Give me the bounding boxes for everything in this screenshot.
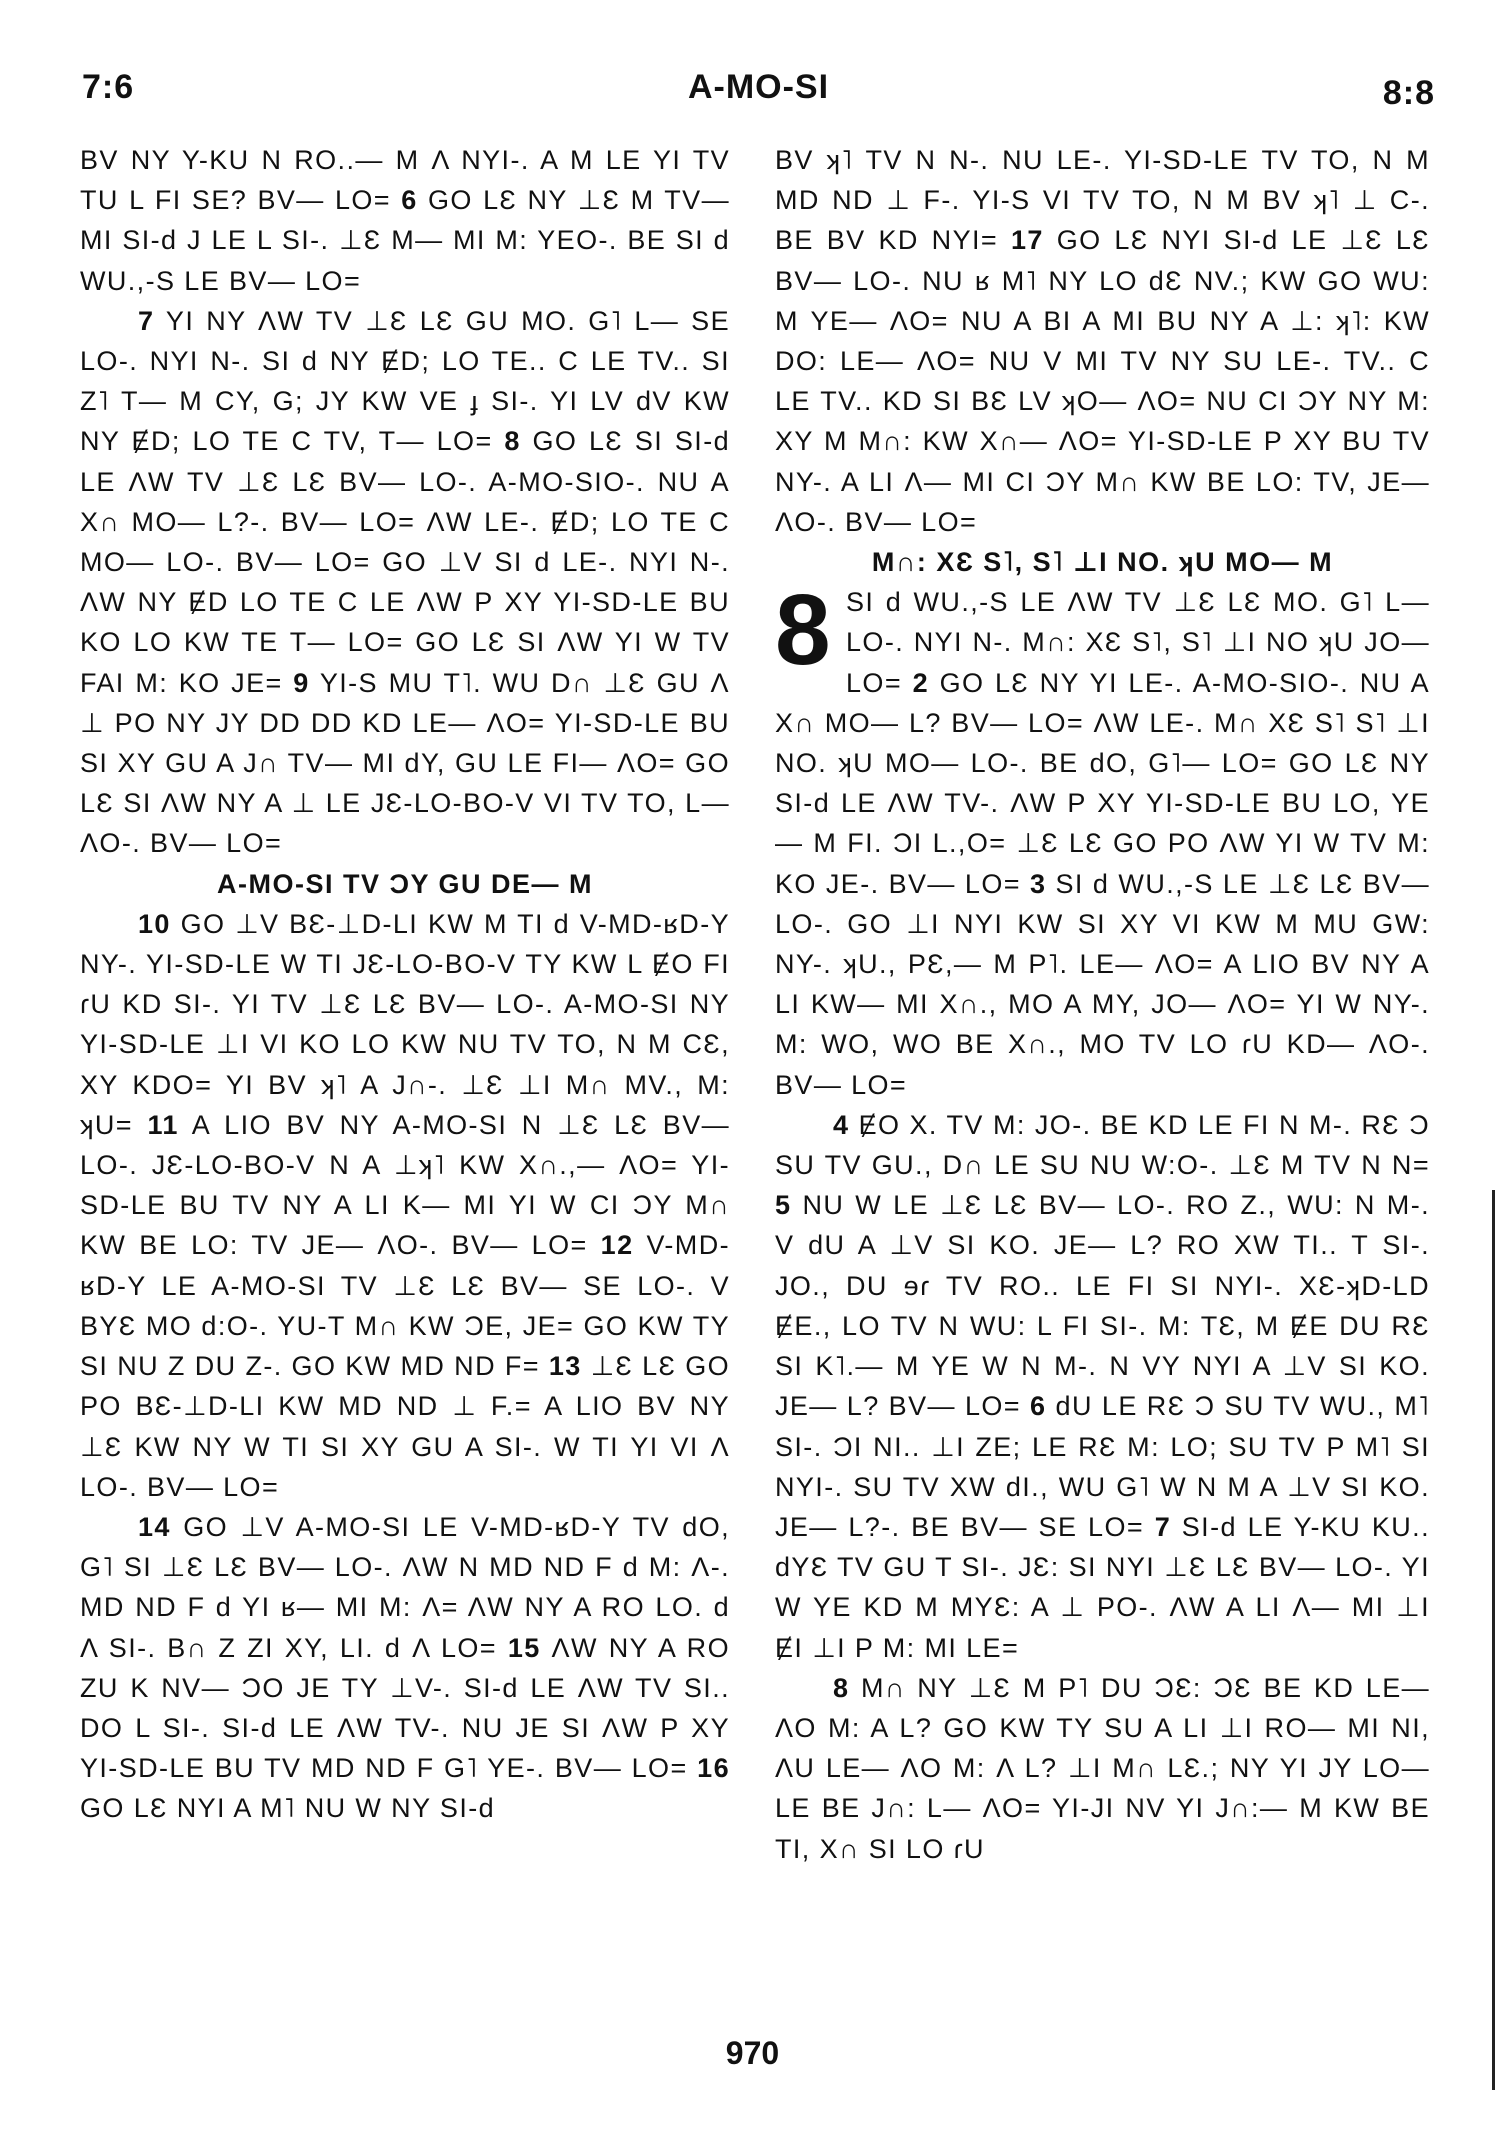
page-edge-line [1492, 1190, 1495, 2090]
verse-number: 6 [401, 185, 418, 216]
verse-number: 6 [1030, 1391, 1047, 1422]
verse-text: BV NY Y-KU N RO..— M Λ NYI-. A M LE YI TV TU L FI SE? BV— LO= [80, 145, 730, 216]
scripture-paragraph [775, 140, 1430, 542]
verse-number: 3 [1030, 868, 1047, 899]
verse-text: GO ⊥V A-MO-SI LE V-MD-ʁD-Y TV dO, G˥ SI ⊥Ɛ LƐ BV— LO-. ΛW N MD ND F d M: Λ-. MD ND F d YI ʁ— MI M: Λ= ΛW NY A RO LO. d Λ SI-. B∩ Z ZI XY, LI. d Λ LO= [80, 1511, 730, 1663]
verse-number: 5 [775, 1190, 792, 1221]
scripture-paragraph [80, 140, 730, 301]
verse-number: 8 [504, 426, 521, 457]
verse-number: 8 [833, 1672, 850, 1703]
page-number: 970 [725, 2035, 780, 2071]
verse-text: M∩ NY ⊥Ɛ M P˥ DU ƆƐ: ƆƐ BE KD LE— ΛO M: A L? GO KW TY SU A LI ⊥I RO— MI NI, ΛU LE— ΛO M: Λ L? ⊥I M∩ LƐ.; NY YI JY LO— LE BE J∩: L— ΛO= YI-JI NV YI J∩:— M KW BE TI, X∩ SI LO ɾU [775, 1672, 1430, 1864]
verse-number: 10 [138, 908, 171, 939]
verse-text: V-MD-ʁD-Y LE A-MO-SI TV ⊥Ɛ LƐ BV— SE LO-. V BYƐ MO d:O-. YU-T M∩ KW ƆE, JE= GO KW TY SI NU Z DU Z-. GO KW MD ND F= [80, 1230, 730, 1382]
verse-text: NU W LE ⊥Ɛ LƐ BV— LO-. RO Z., WU: N M-. V dU A ⊥V SI KO. JE— L? RO XW TI.. T SI-. JO., DU ɘɾ TV RO.. LE FI SI NYI-. XƐ-ʞD-LD ɆE., LO TV N WU: L FI SI-. M: TƐ, M ɆE DU RƐ SI K˥.— M YE W N M-. N VY NYI A ⊥V SI KO. JE— L? BV— LO= [775, 1190, 1430, 1422]
left-text-column [80, 140, 730, 1829]
verse-number: 13 [548, 1351, 582, 1382]
verse-number: 2 [912, 667, 929, 698]
verse-text: SI-d LE Y-KU KU.. dYƐ TV GU T SI-. JƐ: SI NYI ⊥Ɛ LƐ BV— LO-. YI W YE KD M MYƐ: A ⊥ PO-. ΛW A LI Λ— MI ⊥I ɆI ⊥I P M: MI LE= [775, 1511, 1430, 1663]
verse-number: 11 [147, 1109, 179, 1140]
verse-text: dU LE RƐ Ɔ SU TV WU., M˥ SI-. ƆI NI.. ⊥I ZE; LE RƐ M: LO; SU TV P M˥ SI NYI-. SU TV XW dI., WU G˥ W N M A ⊥V SI KO. JE— L?-. BE BV— SE LO= [775, 1391, 1430, 1542]
verse-number: 12 [600, 1230, 634, 1261]
verse-text: ⊥Ɛ LƐ GO PO BƐ-⊥D-LI KW MD ND ⊥ F.= A LIO BV NY ⊥Ɛ KW NY W TI SI XY GU A SI-. W TI YI VI Λ LO-. BV— LO= [80, 1351, 730, 1502]
chapter-opening-paragraph [775, 574, 1430, 1105]
verse-text: GO LƐ NYI SI-d LE ⊥Ɛ LƐ BV— LO-. NU ʁ M˥ NY LO dƐ NV.; KW GO WU: M YE— ΛO= NU A BI A MI BU NY A ⊥: ʞ˥: KW DO: LE— ΛO= NU V MI TV NY SU LE-. TV.. C LE TV.. KD SI BƐ LV ʞO— ΛO= NU CI ƆY NY M: XY M M∩: KW X∩— ΛO= YI-SD-LE P XY BU TV NY-. A LI Λ— MI CI ƆY M∩ KW BE LO: TV, JE— ΛO-. BV— LO= [775, 225, 1430, 537]
section-heading: M∩: XƐ S˥, S˥ ⊥I NO. ʞU MO— M [871, 547, 1334, 578]
scripture-paragraph [775, 1105, 1430, 1668]
scripture-paragraph [775, 1668, 1430, 1869]
verse-text: GO LƐ NY ⊥Ɛ M TV— MI SI-d J LE L SI-. ⊥Ɛ M— MI M: YEO-. BE SI d WU.,-S LE BV— LO= [80, 185, 730, 296]
chapter-verse-start: 7:6 [82, 68, 135, 106]
verse-text: A LIO BV NY A-MO-SI N ⊥Ɛ LƐ BV— LO-. JƐ-LO-BO-V N A ⊥ʞ˥ KW X∩.,— ΛO= YI-SD-LE BU TV NY A LI K— MI YI W CI ƆY M∩ KW BE LO: TV JE— ΛO-. BV— LO= [80, 1109, 731, 1261]
scripture-paragraph [80, 904, 730, 1507]
scripture-paragraph [80, 301, 730, 864]
verse-number: 7 [138, 305, 155, 336]
verse-text: GO LƐ NYI A M˥ NU W NY SI-d [80, 1793, 496, 1824]
chapter-number: 8 [775, 574, 833, 687]
verse-number: 9 [293, 667, 310, 698]
right-text-column [775, 140, 1430, 1869]
verse-number: 14 [138, 1511, 171, 1542]
verse-text: YI-S MU T˥. WU D∩ ⊥Ɛ GU Λ ⊥ PO NY JY DD DD KD LE— ΛO= YI-SD-LE BU SI XY GU A J∩ TV— MI dY, GU LE FI— ΛO= GO LƐ SI ΛW NY A ⊥ LE JƐ-LO-BO-V VI TV TO, L— ΛO-. BV— LO= [80, 667, 730, 859]
verse-text: GO LƐ NY YI LE-. A-MO-SIO-. NU A X∩ MO— L? BV— LO= ΛW LE-. M∩ XƐ S˥ S˥ ⊥I NO. ʞU MO— LO-. BE dO, G˥— LO= GO LƐ NY SI-d LE ΛW TV-. ΛW P XY YI-SD-LE BU LO, YE— M FI. ƆI L.,O= ⊥Ɛ LƐ GO PO ΛW YI W TV M: KO JE-. BV— LO= [775, 667, 1430, 899]
verse-number: 4 [833, 1109, 850, 1140]
verse-number: 7 [1154, 1511, 1172, 1542]
verse-text: GO LƐ SI SI-d LE ΛW TV ⊥Ɛ LƐ BV— LO-. A-MO-SIO-. NU A X∩ MO— L?-. BV— LO= ΛW LE-. ɆD; LO TE C MO— LO-. BV— LO= GO ⊥V SI d LE-. NYI N-. ΛW NY ɆD LO TE C LE ΛW P XY YI-SD-LE BU KO LO KW TE T— LO= GO LƐ SI ΛW YI W TV FAI M: KO JE= [80, 426, 730, 698]
verse-text: YI NY ΛW TV ⊥Ɛ LƐ GU MO. G˥ L— SE LO-. NYI N-. SI d NY ɆD; LO TE.. C LE TV.. SI Z˥ T— M CY, G; JY KW VE ɟ SI-. YI LV dV KW NY ɆD; LO TE C TV, T— LO= [80, 305, 730, 457]
verse-number: 15 [507, 1632, 541, 1663]
verse-text: BV ʞ˥ TV N N-. NU LE-. YI-SD-LE TV TO, N M MD ND ⊥ F-. YI-S VI TV TO, N M BV ʞ˥ ⊥ C-. BE BV KD NYI= [775, 145, 1430, 256]
verse-text: ΛW NY A RO ZU K NV— ƆO JE TY ⊥V-. SI-d LE ΛW TV SI.. DO L SI-. SI-d LE ΛW TV-. NU JE SI ΛW P XY YI-SD-LE BU TV MD ND F G˥ YE-. BV— LO= [80, 1632, 730, 1784]
verse-text: SI d WU.,-S LE ⊥Ɛ LƐ BV— LO-. GO ⊥I NYI KW SI XY VI KW M MU GW: NY-. ʞU., PƐ,— M P˥. LE— ΛO= A LIO BV NY A LI KW— MI X∩., MO A MY, JO— ΛO= YI W NY-. M: WO, WO BE X∩., MO TV LO ɾU KD— ΛO-. BV— LO= [775, 868, 1430, 1100]
scripture-paragraph [80, 1507, 730, 1829]
book-title: A-MO-SI [687, 68, 830, 106]
verse-text: GO ⊥V BƐ-⊥D-LI KW M TI d V-MD-ʁD-Y NY-. YI-SD-LE W TI JƐ-LO-BO-V TY KW L ɆO FI ɾU KD SI-. YI TV ⊥Ɛ LƐ BV— LO-. A-MO-SI NY YI-SD-LE ⊥I VI KO LO KW NU TV TO, N M CƐ, XY KDO= YI BV ʞ˥ A J∩-. ⊥Ɛ ⊥I M∩ MV., M: ʞU= [80, 908, 730, 1140]
verse-text: SI d WU.,-S LE ΛW TV ⊥Ɛ LƐ MO. G˥ L— LO-. NYI N-. M∩: XƐ S˥, S˥ ⊥I NO ʞU JO— LO= [846, 587, 1430, 698]
page-header [82, 68, 1435, 118]
verse-text: ɆO X. TV M: JO-. BE KD LE FI N M-. RƐ Ɔ SU TV GU., D∩ LE SU NU W:O-. ⊥Ɛ M TV N N= [775, 1109, 1430, 1181]
chapter-verse-end: 8:8 [1382, 74, 1435, 112]
verse-number: 17 [1010, 225, 1044, 256]
verse-number: 16 [697, 1753, 730, 1784]
section-heading: A-MO-SI TV ƆY GU DE— M [216, 868, 593, 899]
